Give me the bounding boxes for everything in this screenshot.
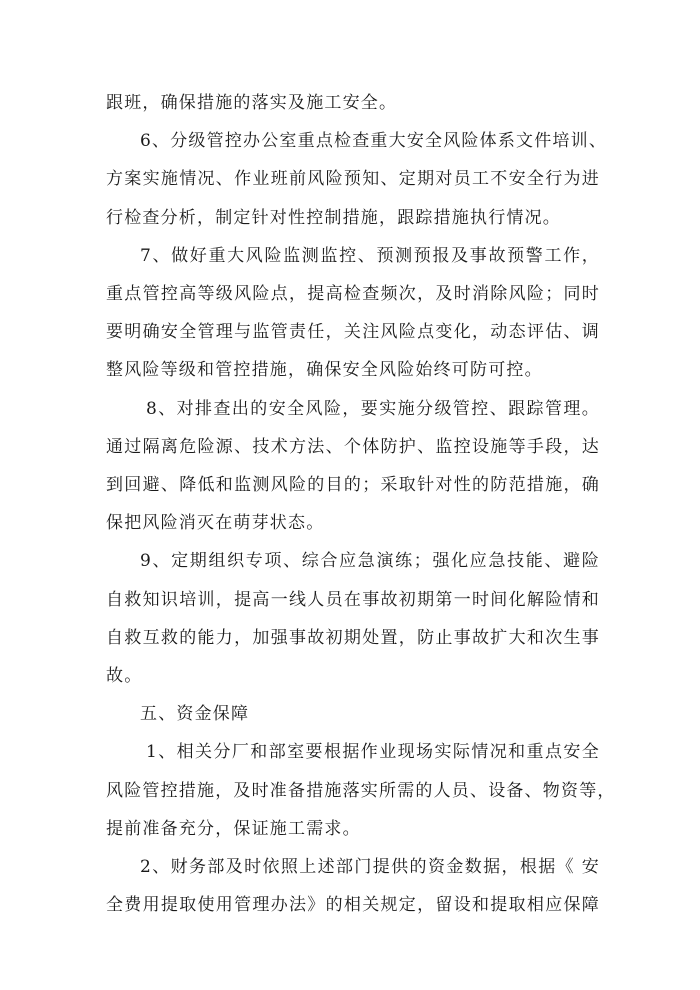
- text-line: 方案实施情况、作业班前风险预知、定期对员工不安全行为进: [106, 169, 600, 190]
- text-line: 整风险等级和管控措施，确保安全风险始终可防可控。: [106, 360, 543, 381]
- document-body: [106, 84, 616, 924]
- paragraph-funding-2: [106, 848, 600, 924]
- text-line: 7、做好重大风险监测监控、预测预报及事故预警工作，: [140, 245, 600, 266]
- paragraph-item-9: [106, 542, 600, 695]
- text-line: 通过隔离危险源、技术方法、个体防护、监控设施等手段，达: [106, 436, 600, 457]
- text-line: 重点管控高等级风险点，提高检查频次，及时消除风险；同时: [106, 284, 600, 305]
- text-line: 9、定期组织专项、综合应急演练；强化应急技能、避险: [140, 551, 600, 572]
- text-line: 自救互救的能力，加强事故初期处置，防止事故扩大和次生事: [106, 627, 600, 648]
- text-line: 行检查分析，制定针对性控制措施，跟踪措施执行情况。: [106, 207, 561, 228]
- text-line: 保把风险消灭在萌芽状态。: [106, 513, 325, 534]
- text-line: 风险管控措施，及时准备措施落实所需的人员、设备、物资等，: [106, 780, 616, 801]
- text-line: 2、财务部及时依照上述部门提供的资金数据，根据《 安: [140, 857, 600, 878]
- paragraph-funding-1: [106, 733, 616, 848]
- text-line: 故。: [106, 666, 143, 687]
- text-line: 全费用提取使用管理办法》的相关规定，留设和提取相应保障: [106, 895, 600, 916]
- text-line: 6、分级管控办公室重点检查重大安全风险体系文件培训、: [140, 131, 608, 152]
- paragraph-item-6: [106, 122, 608, 237]
- text-line: 提前准备充分，保证施工需求。: [106, 818, 361, 839]
- text-line: 要明确安全管理与监管责任，关注风险点变化，动态评估、调: [106, 322, 600, 343]
- paragraph-continuation: [106, 84, 600, 122]
- text-line: 自救知识培训，提高一线人员在事故初期第一时间化解险情和: [106, 589, 600, 610]
- paragraph-item-8: [106, 390, 600, 543]
- paragraph-item-7: [106, 237, 600, 390]
- text-line: 1、相关分厂和部室要根据作业现场实际情况和重点安全: [146, 742, 600, 763]
- text-line: 跟班，确保措施的落实及施工安全。: [106, 93, 398, 113]
- text-line: 到回避、降低和监测风险的目的；采取针对性的防范措施，确: [106, 475, 600, 496]
- text-line: 8、对排查出的安全风险，要实施分级管控、跟踪管理。: [146, 398, 600, 419]
- section-heading: [106, 695, 600, 733]
- section-heading-text: 五、资金保障: [140, 704, 250, 725]
